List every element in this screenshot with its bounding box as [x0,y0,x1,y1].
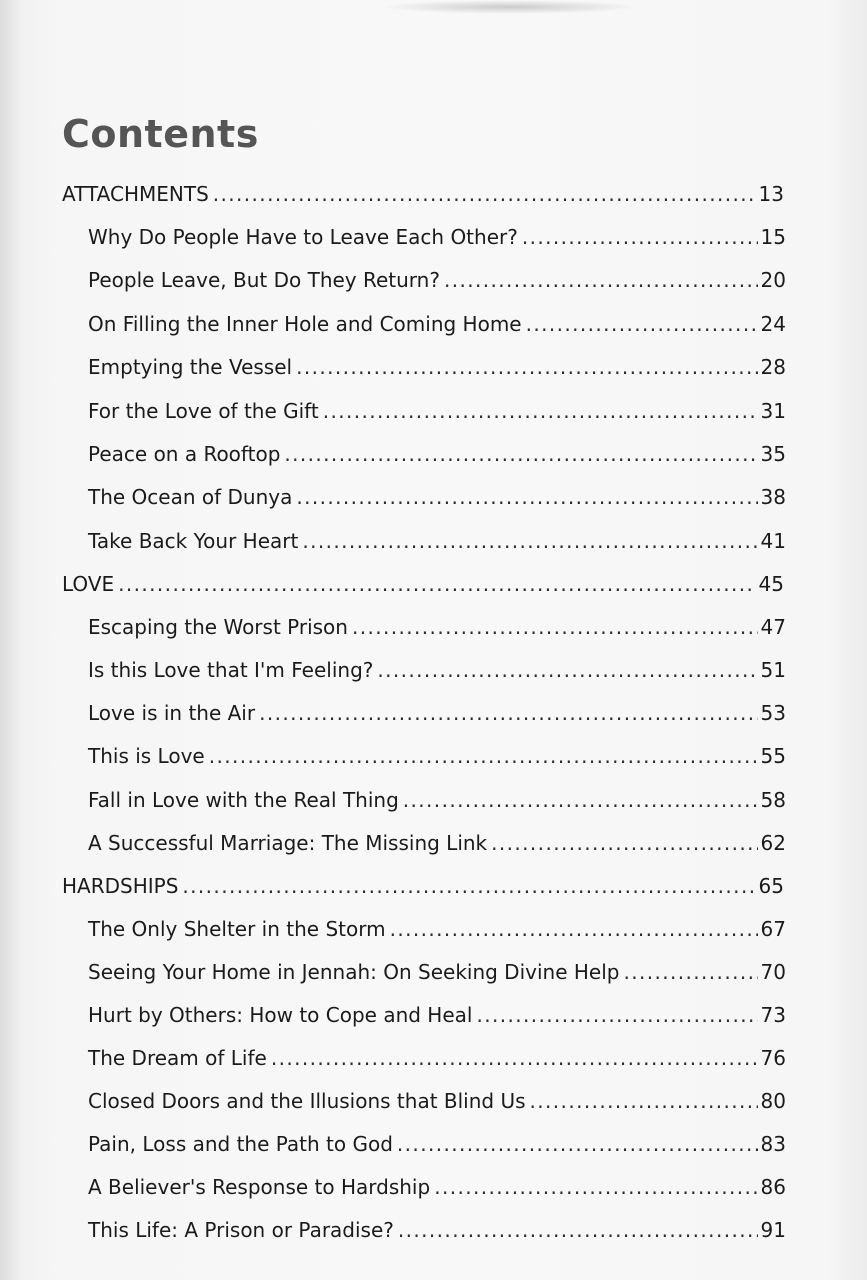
chapter-title: This Life: A Prison or Paradise? [88,1218,394,1242]
dot-leader [526,310,758,338]
page-number: 80 [760,1089,786,1113]
page-number: 51 [760,658,786,682]
dot-leader [209,742,758,770]
dot-leader [284,440,757,468]
toc-entry[interactable] [88,440,786,468]
chapter-title: Seeing Your Home in Jennah: On Seeking Divine Help [88,960,620,984]
dot-leader [390,915,758,943]
dot-leader [491,829,757,857]
dot-leader [118,570,755,598]
page-number: 86 [760,1175,786,1199]
toc-entry[interactable] [88,1216,786,1244]
chapter-title: Take Back Your Heart [88,529,299,553]
dot-leader [377,656,757,684]
section-title: LOVE [62,572,115,596]
page-number: 55 [760,744,786,768]
dot-leader [444,266,758,294]
dot-leader [323,397,758,425]
toc-entry[interactable] [88,958,786,986]
page-number: 53 [760,701,786,725]
page-number: 38 [760,485,786,509]
page-number: 35 [760,442,786,466]
chapter-title: People Leave, But Do They Return? [88,268,440,292]
toc-entry[interactable] [88,1044,786,1072]
page-number: 47 [760,615,786,639]
toc-entry[interactable] [88,1130,786,1158]
dot-leader [623,958,757,986]
chapter-title: Why Do People Have to Leave Each Other? [88,225,518,249]
chapter-title: On Filling the Inner Hole and Coming Home [88,312,522,336]
page-number: 31 [760,399,786,423]
chapter-title: Love is in the Air [88,701,256,725]
page-number: 67 [760,917,786,941]
page-number: 24 [760,312,786,336]
chapter-title: Peace on a Rooftop [88,442,281,466]
section-title: ATTACHMENTS [62,182,209,206]
page-number: 73 [760,1003,786,1027]
dot-leader [352,613,758,641]
dot-leader [259,699,757,727]
toc-entry[interactable] [88,915,786,943]
page-number: 20 [760,268,786,292]
dot-leader [403,786,758,814]
page-number: 83 [760,1132,786,1156]
dot-leader [296,353,757,381]
toc-section-love[interactable] [62,570,784,598]
toc-section-attachments[interactable] [62,180,784,208]
toc-section-hardships[interactable] [62,872,784,900]
toc-entry[interactable] [88,613,786,641]
chapter-title: The Ocean of Dunya [88,485,293,509]
toc-entry[interactable] [88,1001,786,1029]
dot-leader [522,223,758,251]
dot-leader [434,1173,757,1201]
toc-entry[interactable] [88,310,786,338]
dot-leader [530,1087,758,1115]
dot-leader [302,527,757,555]
chapter-title: Hurt by Others: How to Cope and Heal [88,1003,473,1027]
toc-entry[interactable] [88,742,786,770]
chapter-title: A Successful Marriage: The Missing Link [88,831,488,855]
toc-entry[interactable] [88,223,786,251]
toc-entry[interactable] [88,786,786,814]
dot-leader [398,1216,758,1244]
toc-entry[interactable] [88,353,786,381]
dot-leader [271,1044,758,1072]
page-number: 70 [760,960,786,984]
page-number: 15 [760,225,786,249]
page-number: 62 [760,831,786,855]
page-number: 91 [760,1218,786,1242]
page-number: 28 [760,355,786,379]
toc-entry[interactable] [88,829,786,857]
chapter-title: Emptying the Vessel [88,355,293,379]
page-number: 65 [758,874,784,898]
page-number: 45 [758,572,784,596]
section-title: HARDSHIPS [62,874,179,898]
chapter-title: This is Love [88,744,205,768]
toc-entry[interactable] [88,483,786,511]
toc-entry[interactable] [88,397,786,425]
toc-entry[interactable] [88,1173,786,1201]
chapter-title: The Dream of Life [88,1046,267,1070]
chapter-title: Is this Love that I'm Feeling? [88,658,374,682]
page-number: 41 [760,529,786,553]
dot-leader [476,1001,757,1029]
page-number: 13 [758,182,784,206]
dot-leader [397,1130,758,1158]
chapter-title: Escaping the Worst Prison [88,615,348,639]
page-number: 58 [760,788,786,812]
dot-leader [213,180,756,208]
page-number: 76 [760,1046,786,1070]
chapter-title: Fall in Love with the Real Thing [88,788,399,812]
dot-leader [182,872,755,900]
chapter-title: For the Love of the Gift [88,399,319,423]
toc-entry[interactable] [88,266,786,294]
chapter-title: Closed Doors and the Illusions that Blind Us [88,1089,526,1113]
chapter-title: Pain, Loss and the Path to God [88,1132,393,1156]
page-title: Contents [62,112,259,156]
toc-entry[interactable] [88,699,786,727]
toc-entry[interactable] [88,1087,786,1115]
chapter-title: The Only Shelter in the Storm [88,917,386,941]
toc-entry[interactable] [88,656,786,684]
chapter-title: A Believer's Response to Hardship [88,1175,431,1199]
dot-leader [296,483,757,511]
toc-entry[interactable] [88,527,786,555]
